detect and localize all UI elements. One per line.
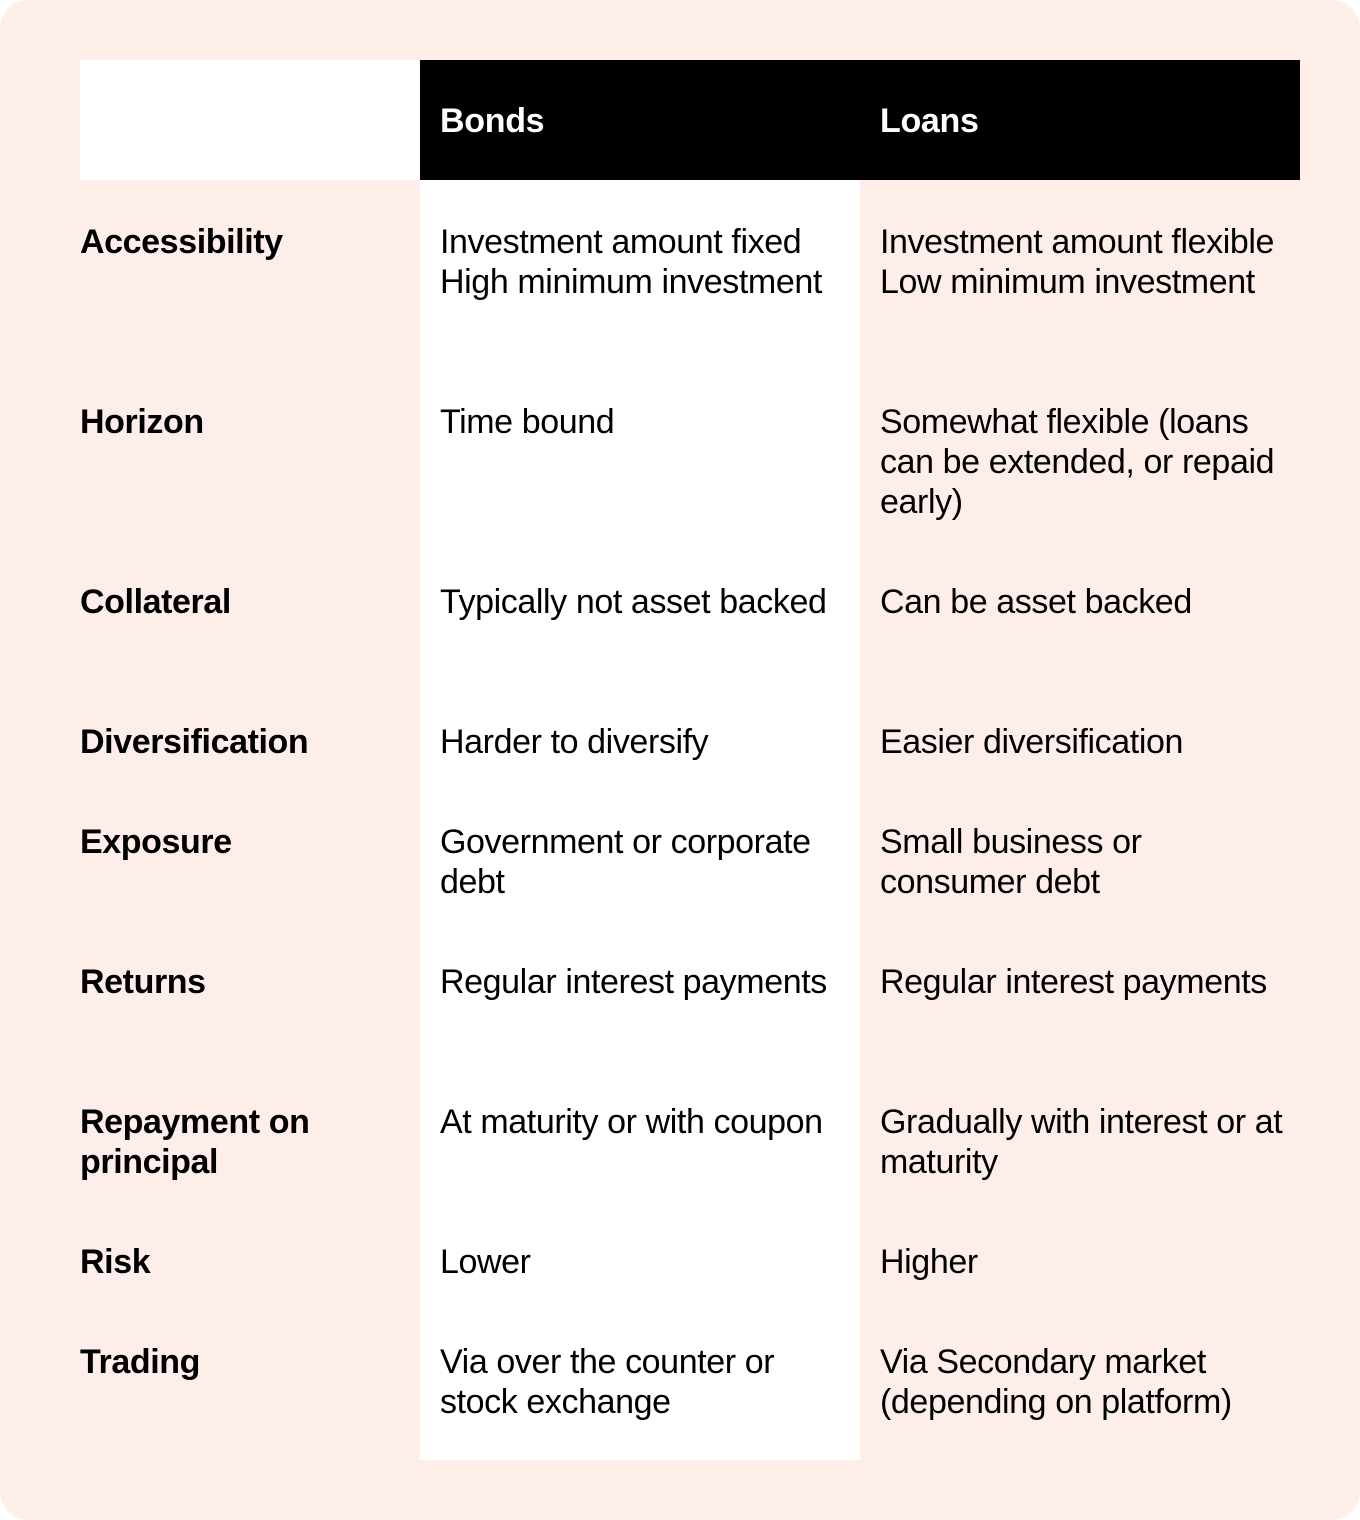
bonds-cell: Time bound [440,403,615,441]
loans-cell: Gradually with interest or at maturity [880,1103,1283,1181]
row-label: Risk [80,1243,151,1281]
bonds-cell: Lower [440,1243,531,1281]
bonds-cell: Harder to diversify [440,723,709,761]
row-label: Accessibility [80,223,283,261]
loans-cell: Via Secondary market (depending on platform) [880,1343,1232,1421]
bonds-cell: Via over the counter or stock exchange [440,1343,775,1421]
bonds-cell: Investment amount fixed High minimum investment [440,223,822,301]
bonds-cell: Government or corporate debt [440,823,811,901]
header-bonds: Bonds [440,102,545,140]
loans-cell: Regular interest payments [880,963,1267,1001]
loans-cell: Easier diversification [880,723,1183,761]
loans-cell: Investment amount flexible Low minimum investment [880,223,1275,301]
row-label: Exposure [80,823,232,861]
bonds-cell: At maturity or with coupon [440,1103,823,1141]
row-label: Diversification [80,723,309,761]
row-label: Repayment on principal [80,1103,310,1181]
row-label: Collateral [80,583,231,621]
row-label: Horizon [80,403,204,441]
row-label: Returns [80,963,206,1001]
bonds-cell: Typically not asset backed [440,583,827,621]
loans-cell: Somewhat flexible (loans can be extended, or repaid early) [880,403,1275,521]
bonds-cell: Regular interest payments [440,963,827,1001]
header-corner-blank [80,60,420,180]
header-loans: Loans [880,102,979,140]
loans-cell: Small business or consumer debt [880,823,1142,901]
loans-cell: Higher [880,1243,978,1281]
loans-cell: Can be asset backed [880,583,1192,621]
row-label: Trading [80,1343,200,1381]
table-header [420,60,1300,180]
